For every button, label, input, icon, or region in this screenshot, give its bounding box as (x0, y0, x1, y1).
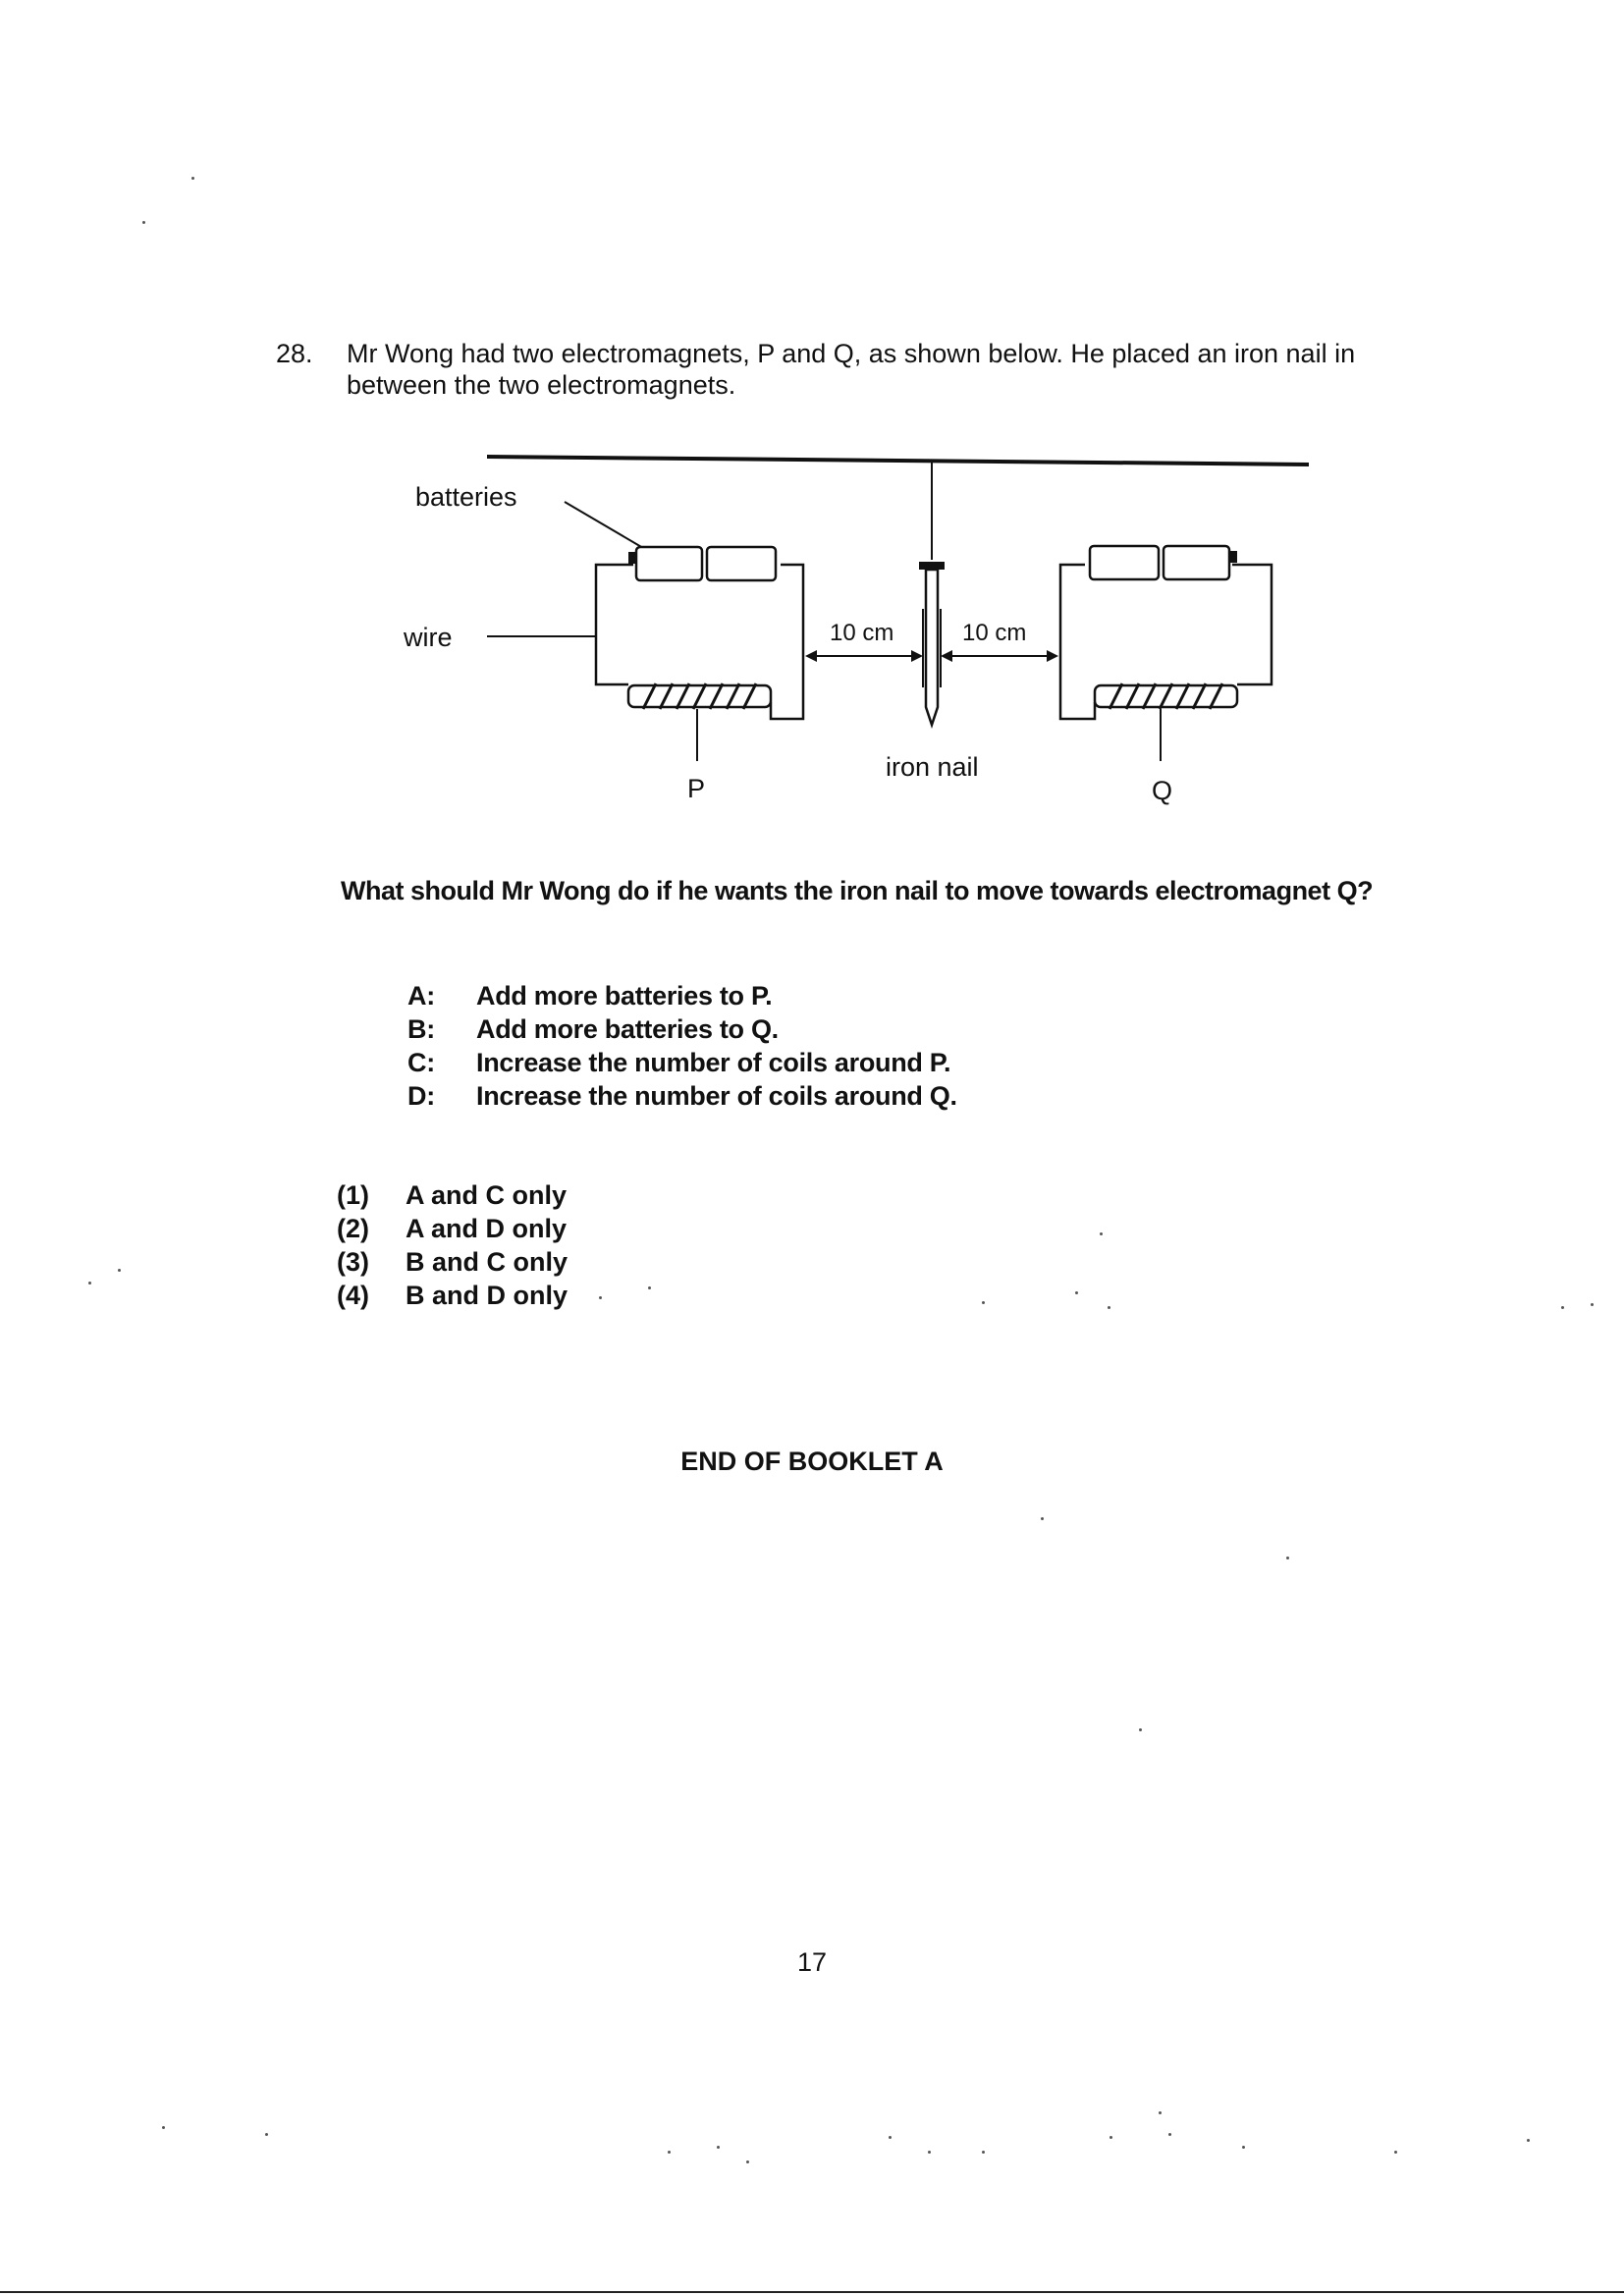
statement-text: Increase the number of coils around Q. (476, 1081, 957, 1111)
option-2[interactable] (337, 1214, 567, 1244)
statement-text: Add more batteries to P. (476, 981, 773, 1011)
arrow-left-head (805, 650, 817, 662)
statement-letter: A: (407, 981, 435, 1011)
label-q: Q (1152, 776, 1173, 805)
distance-right (941, 609, 1058, 687)
label-iron-nail: iron nail (886, 752, 979, 782)
label-wire: wire (404, 623, 453, 652)
label-batteries: batteries (415, 482, 517, 512)
wire-left-p (596, 565, 633, 684)
battery-p-2 (707, 547, 776, 580)
distance-left-label: 10 cm (830, 620, 894, 646)
battery-p-1 (636, 547, 702, 580)
statement-a (407, 981, 772, 1011)
distance-right-label: 10 cm (962, 620, 1027, 646)
option-text: A and D only (406, 1214, 568, 1243)
nail-shaft (926, 570, 938, 725)
option-number: (3) (337, 1247, 369, 1277)
battery-q-1 (1090, 546, 1159, 579)
option-3[interactable] (337, 1247, 568, 1278)
page-number: 17 (796, 1947, 828, 1977)
statement-b (407, 1014, 779, 1045)
statement-letter: D: (407, 1081, 435, 1111)
end-of-booklet: END OF BOOKLET A (680, 1447, 944, 1476)
arrow-right-head (911, 650, 923, 662)
wire-left-q (1060, 565, 1095, 719)
question-prompt: What should Mr Wong do if he wants the iron nail to move towards electromagnet Q? (341, 876, 1374, 905)
option-text: B and D only (406, 1281, 568, 1310)
statement-letter: B: (407, 1014, 435, 1044)
option-text: B and C only (406, 1247, 568, 1277)
question-text: Mr Wong had two electromagnets, P and Q, as shown below. He placed an iron nail in between the two electromagnets. (347, 339, 1356, 400)
question-number: 28. (276, 339, 313, 368)
statement-c (407, 1048, 950, 1078)
electromagnet-q (1060, 546, 1272, 761)
batteries-pointer (565, 502, 643, 548)
statement-letter: C: (407, 1048, 435, 1077)
battery-p-terminal (628, 552, 636, 564)
arrow-right-head-r (1047, 650, 1058, 662)
option-number: (2) (337, 1214, 369, 1243)
label-p: P (687, 774, 706, 803)
distance-left (805, 609, 923, 687)
option-text: A and C only (406, 1180, 568, 1210)
electromagnet-diagram (0, 0, 1624, 864)
ceiling-bar (487, 457, 1309, 465)
option-4[interactable] (337, 1281, 568, 1311)
battery-q-terminal (1229, 551, 1237, 563)
statement-text: Add more batteries to Q. (476, 1014, 779, 1044)
wire-right-q (1232, 565, 1272, 684)
electromagnet-p (596, 547, 803, 761)
statement-text: Increase the number of coils around P. (476, 1048, 951, 1077)
option-number: (4) (337, 1281, 369, 1310)
option-number: (1) (337, 1180, 369, 1210)
statement-d (407, 1081, 957, 1112)
wire-right-p (771, 565, 803, 719)
battery-q-2 (1164, 546, 1229, 579)
bottom-edge-rule (0, 2291, 1624, 2293)
arrow-left-head-r (941, 650, 952, 662)
option-1[interactable] (337, 1180, 567, 1211)
